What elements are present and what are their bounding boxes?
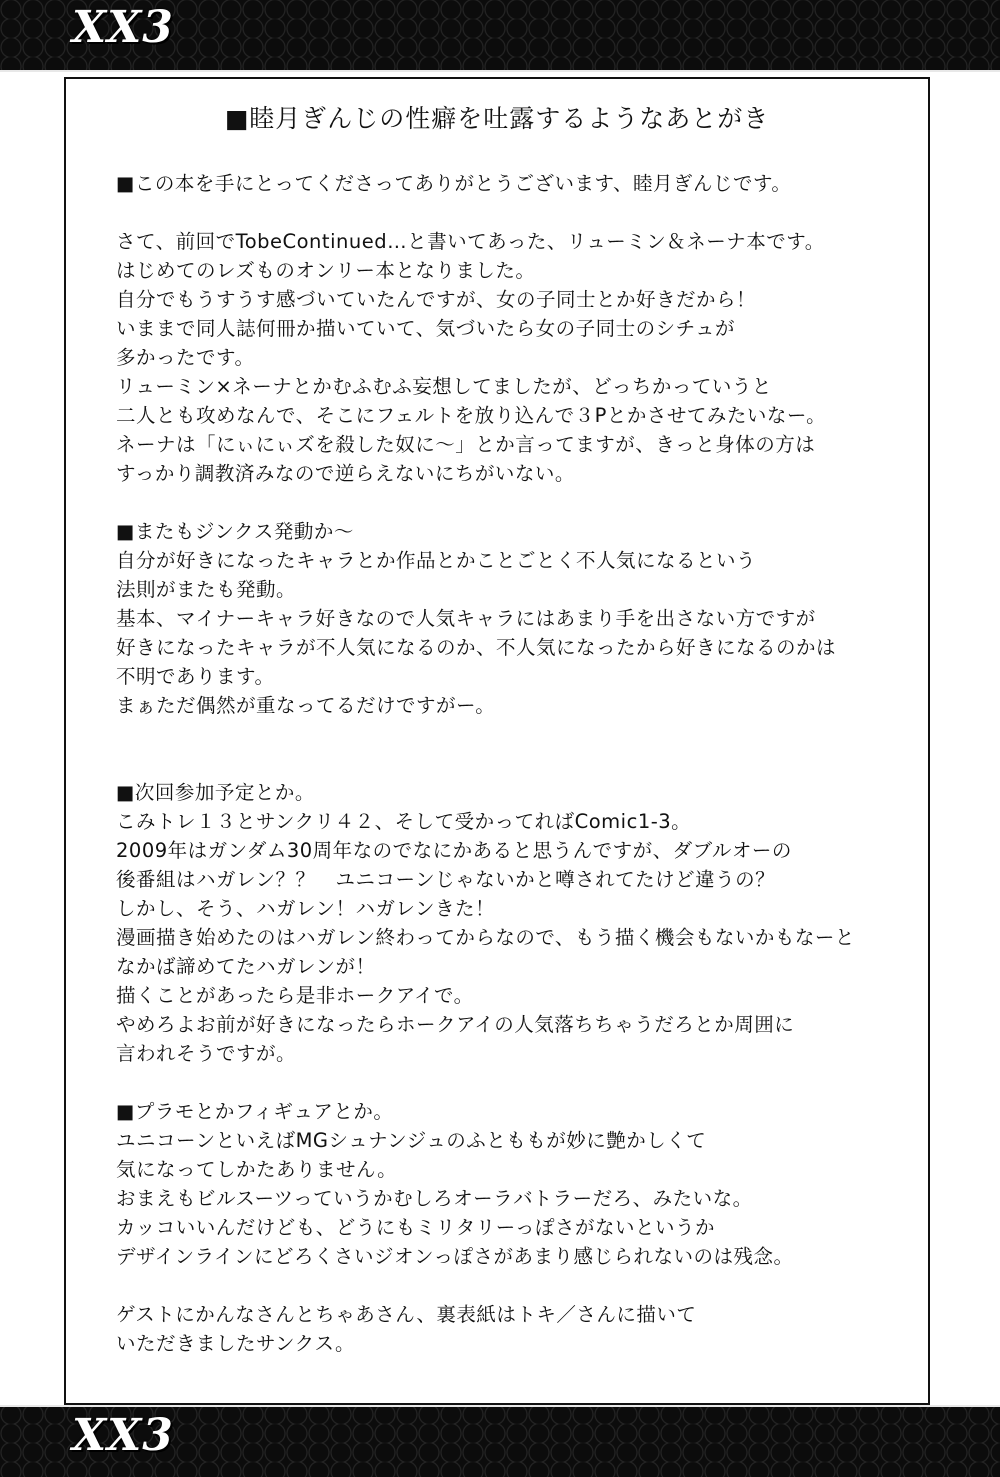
- text-line: 法則がまたも発動。: [116, 578, 297, 601]
- text-line: いままで同人誌何冊か描いていて、気づいたら女の子同士のシチュが: [116, 317, 736, 340]
- text-line: 好きになったキャラが不人気になるのか、不人気になったから好きになるのかは: [116, 636, 837, 659]
- text-line: デザインラインにどろくさいジオンっぽさがあまり感じられないのは残念。: [116, 1245, 794, 1268]
- text-line: 多かったです。: [116, 346, 255, 369]
- text-line: さて、前回でTobeContinued…と書いてあった、リューミン＆ネーナ本です。: [116, 230, 825, 253]
- blank-line: [116, 488, 916, 517]
- afterword-frame: [64, 77, 930, 1405]
- text-line: ユニコーンといえばMGシュナンジュのふとももが妙に艶かしくて: [116, 1129, 707, 1152]
- text-line: 2009年はガンダム30周年なのでなにかあると思うんですが、ダブルオーの: [116, 839, 792, 862]
- text-line: おまえもビルスーツっていうかむしろオーラバトラーだろ、みたいな。: [116, 1187, 753, 1210]
- blank-line: [116, 749, 916, 778]
- afterword-title: ■睦月ぎんじの性癖を吐露するようなあとがき: [224, 104, 770, 133]
- footer-logo: XX3: [72, 1410, 174, 1461]
- blank-line: [116, 1271, 916, 1300]
- text-line: ゲストにかんなさんとちゃあさん、裏表紙はトキ／さんに描いて: [116, 1303, 697, 1326]
- text-line: こみトレ１３とサンクリ４２、そして受かってればComic1-3。: [116, 810, 692, 833]
- text-line: ■またもジンクス発動か～: [116, 520, 354, 543]
- text-line: 自分でもうすうす感づいていたんですが、女の子同士とか好きだから！: [116, 288, 757, 311]
- header-logo: XX3: [72, 2, 174, 53]
- text-line: 不明であります。: [116, 665, 275, 688]
- afterword-body: [116, 169, 916, 1358]
- blank-line: [116, 720, 916, 749]
- text-line: すっかり調教済みなので逆らえないにちがいない。: [116, 462, 575, 485]
- text-line: 気になってしかたありません。: [116, 1158, 398, 1181]
- text-line: ネーナは「にぃにぃズを殺した奴に～」とか言ってますが、きっと身体の方は: [116, 433, 816, 456]
- text-line: 描くことがあったら是非ホークアイで。: [116, 984, 474, 1007]
- text-line: 言われそうですが。: [116, 1042, 297, 1065]
- text-line: ■次回参加予定とか。: [116, 781, 315, 804]
- text-line: 後番組はハガレン？？ ユニコーンじゃないかと噂されてたけど違うの？: [116, 868, 776, 891]
- text-line: 基本、マイナーキャラ好きなので人気キャラにはあまり手を出さない方ですが: [116, 607, 816, 630]
- text-line: ■この本を手にとってくださってありがとうございます、睦月ぎんじです。: [116, 172, 792, 195]
- text-line: いただきましたサンクス。: [116, 1332, 356, 1355]
- blank-line: [116, 1068, 916, 1097]
- text-line: 漫画描き始めたのはハガレン終わってからなので、もう描く機会もないかもなーと: [116, 926, 855, 949]
- header-divider: [0, 70, 1000, 72]
- text-line: 二人とも攻めなんで、そこにフェルトを放り込んで３Pとかさせてみたいなー。: [116, 404, 827, 427]
- text-line: まぁただ偶然が重なってるだけですがー。: [116, 694, 496, 717]
- text-line: やめろよお前が好きになったらホークアイの人気落ちちゃうだろとか周囲に: [116, 1013, 795, 1036]
- text-line: はじめてのレズものオンリー本となりました。: [116, 259, 536, 282]
- text-line: なかば諦めてたハガレンが！: [116, 955, 376, 978]
- text-line: カッコいいんだけども、どうにもミリタリーっぽさがないというか: [116, 1216, 716, 1239]
- text-line: 自分が好きになったキャラとか作品とかことごとく不人気になるという: [116, 549, 757, 572]
- text-line: リューミン×ネーナとかむふむふ妄想してましたが、どっちかっていうと: [116, 375, 772, 398]
- blank-line: [116, 198, 916, 227]
- text-line: しかし、そう、ハガレン！ハガレンきた！: [116, 897, 496, 920]
- text-line: ■プラモとかフィギュアとか。: [116, 1100, 394, 1123]
